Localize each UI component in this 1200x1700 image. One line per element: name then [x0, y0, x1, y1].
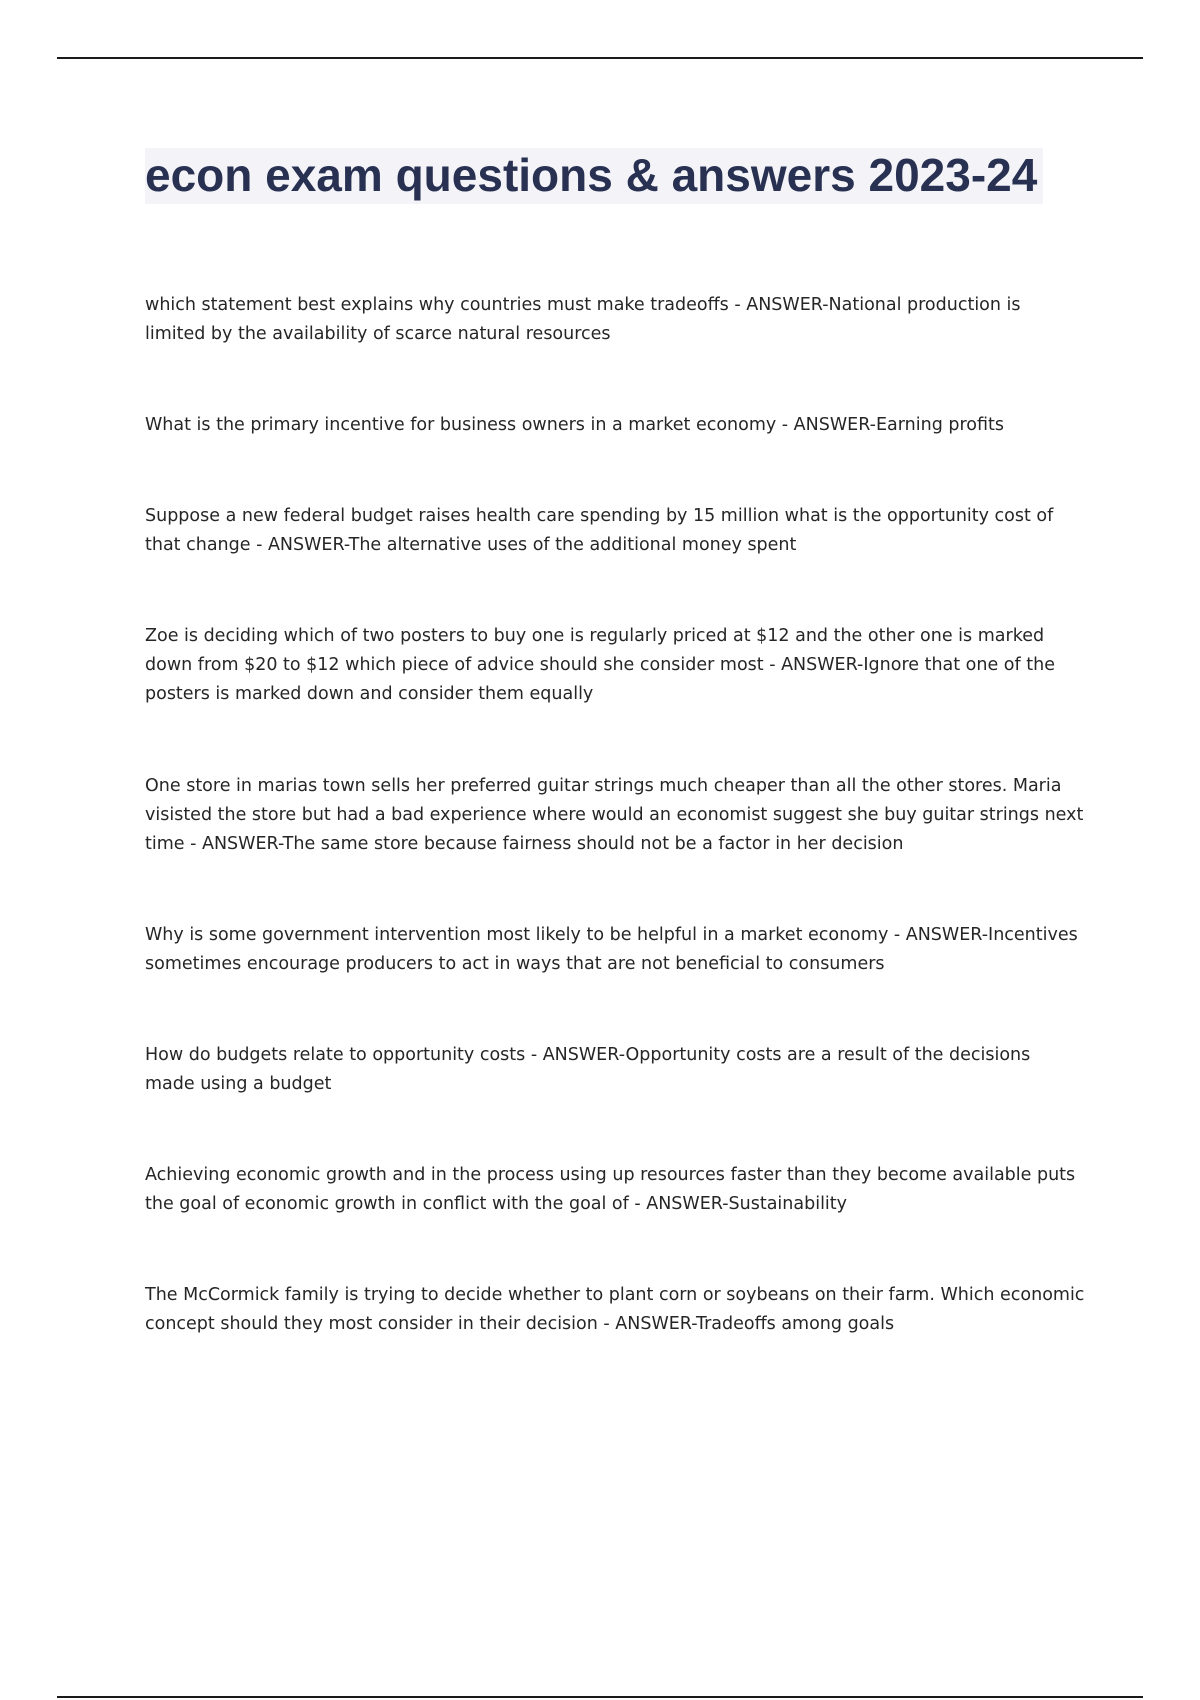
qa-item-5: One store in marias town sells her preferred guitar strings much cheaper than all the other stores. Maria visisted the store but had a bad experience where would an economist suggest she buy guitar strings next time - ANSWER-The same store because fairness should not be a factor in her decision — [145, 776, 1084, 854]
qa-item-7: How do budgets relate to opportunity costs - ANSWER-Opportunity costs are a result of the decisions made using a budget — [145, 1045, 1031, 1094]
bottom-divider — [57, 1696, 1143, 1698]
qa-item-3: Suppose a new federal budget raises health care spending by 15 million what is the opportunity cost of that change - ANSWER-The alternative uses of the additional money spent — [145, 506, 1054, 555]
top-divider — [57, 57, 1143, 59]
qa-item-9: The McCormick family is trying to decide whether to plant corn or soybeans on their farm. Which economic concept should they most consider in their decision - ANSWER-Tradeoffs among goals — [145, 1285, 1085, 1334]
qa-item-1: which statement best explains why countries must make tradeoffs - ANSWER-National production is limited by the availability of scarce natural resources — [145, 295, 1021, 344]
qa-item-4: Zoe is deciding which of two posters to buy one is regularly priced at $12 and the other one is marked down from $20 to $12 which piece of advice should she consider most - ANSWER-Ignore that one of the posters is marked down and consider them equally — [145, 626, 1055, 704]
qa-item-2: What is the primary incentive for business owners in a market economy - ANSWER-Earning profits — [145, 415, 1004, 435]
title-block — [145, 148, 1043, 204]
page-title: econ exam questions & answers 2023-24 — [145, 149, 1038, 201]
qa-item-8: Achieving economic growth and in the process using up resources faster than they become available puts the goal of economic growth in conflict with the goal of - ANSWER-Sustainability — [145, 1165, 1076, 1214]
qa-item-6: Why is some government intervention most likely to be helpful in a market economy - ANSWER-Incentives sometimes encourage producers to act in ways that are not beneficial to consumers — [145, 925, 1078, 974]
